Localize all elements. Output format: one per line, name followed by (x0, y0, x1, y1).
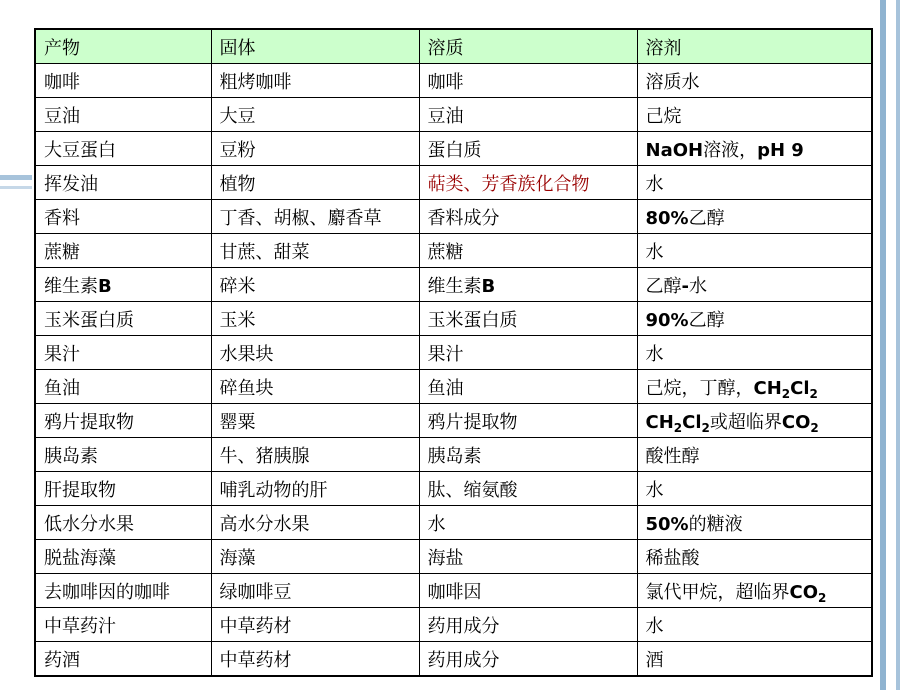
cell-solvent: 己烷 (637, 98, 872, 132)
decor-vertical-line (880, 0, 886, 690)
cell-solvent: 乙醇-水 (637, 268, 872, 302)
decor-horizontal-line (0, 175, 32, 180)
cell-solvent: 80%乙醇 (637, 200, 872, 234)
cell-solvent: 稀盐酸 (637, 540, 872, 574)
cell-solid: 哺乳动物的肝 (211, 472, 419, 506)
cell-solute: 海盐 (419, 540, 637, 574)
cell-solute: 蛋白质 (419, 132, 637, 166)
table-row (35, 540, 872, 574)
cell-solvent: 水 (637, 336, 872, 370)
cell-solvent: NaOH溶液，pH 9 (637, 132, 872, 166)
cell-product: 香料 (35, 200, 211, 234)
cell-solid: 碎鱼块 (211, 370, 419, 404)
cell-solid: 罂粟 (211, 404, 419, 438)
cell-solvent: 水 (637, 472, 872, 506)
cell-solvent: 水 (637, 234, 872, 268)
cell-product: 咖啡 (35, 64, 211, 98)
cell-solute: 萜类、芳香族化合物 (419, 166, 637, 200)
cell-solid: 牛、猪胰腺 (211, 438, 419, 472)
decor-vertical-line (896, 0, 900, 690)
cell-solvent: 溶质水 (637, 64, 872, 98)
cell-solvent: $CH_2Cl_2$或超临界$CO_2$ (637, 404, 872, 438)
cell-product: 中草药汁 (35, 608, 211, 642)
table-body (35, 64, 872, 677)
cell-solvent: 50%的糖液 (637, 506, 872, 540)
cell-solute: 肽、缩氨酸 (419, 472, 637, 506)
cell-solvent: 90%乙醇 (637, 302, 872, 336)
cell-solute: 药用成分 (419, 642, 637, 677)
table-row (35, 302, 872, 336)
table-row (35, 268, 872, 302)
table-row (35, 336, 872, 370)
cell-product: 脱盐海藻 (35, 540, 211, 574)
cell-solute: 鱼油 (419, 370, 637, 404)
cell-product: 大豆蛋白 (35, 132, 211, 166)
table-row (35, 234, 872, 268)
header-solid: 固体 (211, 29, 419, 64)
cell-solvent: 酒 (637, 642, 872, 677)
cell-solid: 碎米 (211, 268, 419, 302)
cell-solute: 维生素B (419, 268, 637, 302)
table-row (35, 608, 872, 642)
table-header-row (35, 29, 872, 64)
cell-solid: 玉米 (211, 302, 419, 336)
cell-product: 鸦片提取物 (35, 404, 211, 438)
cell-solid: 中草药材 (211, 642, 419, 677)
cell-solvent: 酸性醇 (637, 438, 872, 472)
cell-product: 豆油 (35, 98, 211, 132)
cell-product: 药酒 (35, 642, 211, 677)
cell-solute: 水 (419, 506, 637, 540)
cell-product: 玉米蛋白质 (35, 302, 211, 336)
cell-solid: 中草药材 (211, 608, 419, 642)
table-row (35, 438, 872, 472)
cell-solute: 咖啡因 (419, 574, 637, 608)
cell-product: 低水分水果 (35, 506, 211, 540)
cell-solute: 鸦片提取物 (419, 404, 637, 438)
table-row (35, 506, 872, 540)
header-solute: 溶质 (419, 29, 637, 64)
table-row (35, 98, 872, 132)
cell-solute: 药用成分 (419, 608, 637, 642)
cell-solute: 蔗糖 (419, 234, 637, 268)
cell-product: 维生素B (35, 268, 211, 302)
cell-solid: 绿咖啡豆 (211, 574, 419, 608)
cell-solute: 玉米蛋白质 (419, 302, 637, 336)
extraction-table-container (34, 28, 871, 673)
cell-solute: 豆油 (419, 98, 637, 132)
table-row (35, 642, 872, 677)
cell-solid: 甘蔗、甜菜 (211, 234, 419, 268)
header-solvent: 溶剂 (637, 29, 872, 64)
extraction-table (34, 28, 873, 677)
cell-solvent: 水 (637, 166, 872, 200)
decor-horizontal-line (0, 186, 32, 189)
cell-solute: 香料成分 (419, 200, 637, 234)
cell-product: 鱼油 (35, 370, 211, 404)
cell-solute: 果汁 (419, 336, 637, 370)
table-row (35, 404, 872, 438)
table-row (35, 132, 872, 166)
cell-product: 肝提取物 (35, 472, 211, 506)
cell-solid: 植物 (211, 166, 419, 200)
cell-product: 挥发油 (35, 166, 211, 200)
table-row (35, 166, 872, 200)
cell-solid: 粗烤咖啡 (211, 64, 419, 98)
cell-product: 胰岛素 (35, 438, 211, 472)
table-row (35, 574, 872, 608)
cell-solvent: 氯代甲烷，超临界$CO_2$ (637, 574, 872, 608)
cell-solid: 海藻 (211, 540, 419, 574)
cell-product: 蔗糖 (35, 234, 211, 268)
table-row (35, 64, 872, 98)
cell-product: 果汁 (35, 336, 211, 370)
cell-solute: 咖啡 (419, 64, 637, 98)
cell-solid: 水果块 (211, 336, 419, 370)
cell-solvent: 水 (637, 608, 872, 642)
cell-solute: 胰岛素 (419, 438, 637, 472)
cell-solid: 豆粉 (211, 132, 419, 166)
cell-solid: 丁香、胡椒、麝香草 (211, 200, 419, 234)
header-product: 产物 (35, 29, 211, 64)
cell-solid: 高水分水果 (211, 506, 419, 540)
table-row (35, 472, 872, 506)
table-row (35, 200, 872, 234)
cell-solvent: 己烷，丁醇，$CH_2Cl_2$ (637, 370, 872, 404)
cell-product: 去咖啡因的咖啡 (35, 574, 211, 608)
cell-solid: 大豆 (211, 98, 419, 132)
table-row (35, 370, 872, 404)
